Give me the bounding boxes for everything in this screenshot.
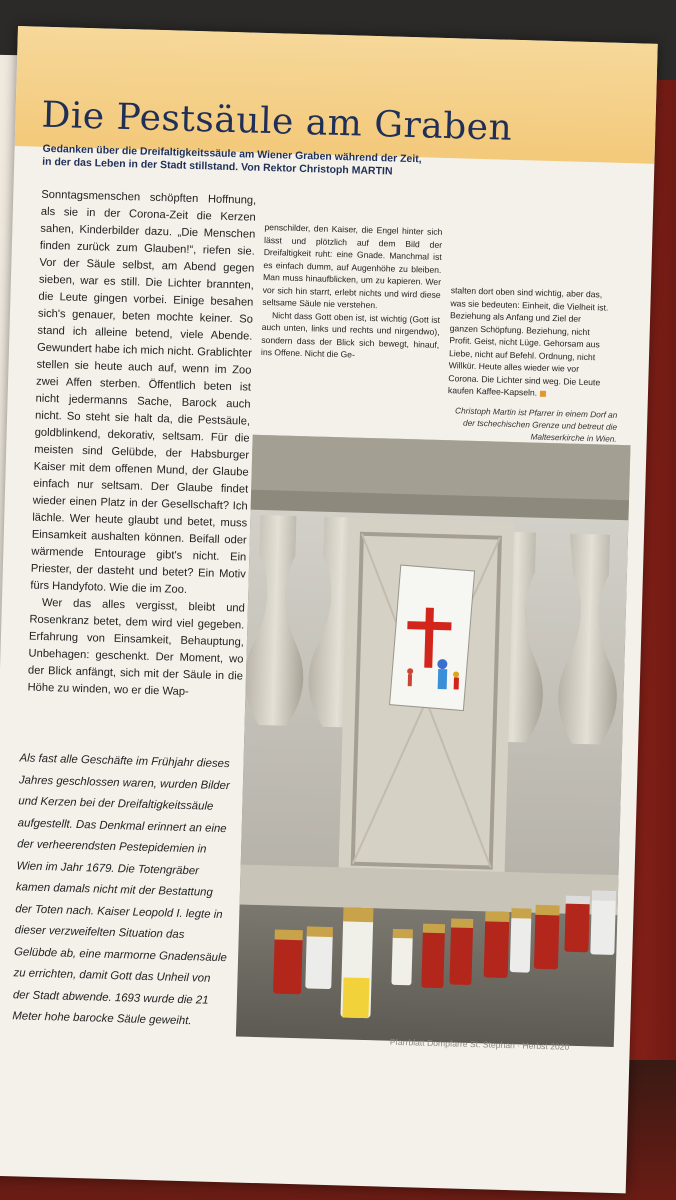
paragraph: penschilder, den Kaiser, die Engel hinter sich lässt und plötzlich auf dem Bild der Dreifaltigkeit ruht: eine Gnade. Manchmal ist es einfach dumm, auf Augenhöhe zu bleiben. Man muss hinaufblicken, um zu kapieren. Wer vor sich hin starrt, erlebt nichts und wird diese seltsame Säule nie verstehen. <box>262 221 443 311</box>
end-mark <box>540 390 546 396</box>
paragraph: Wer das alles vergisst, bleibt und Rosenkranz betet, dem wird viel gegeben. Erfahrung von Einsamkeit, Behauptung, Unbehagen: geschenkt. Der Moment, wo der Blick anfängt, sich mit der Säule in die Höhe zu winden, wo er die Wap- <box>27 596 245 699</box>
author-note: Christoph Martin ist Pfarrer in einem Dorf an der tschechischen Grenze und betreut die Malteserkirche in Wien. <box>454 405 618 444</box>
paragraph <box>448 284 609 401</box>
text-column-1 <box>27 187 256 703</box>
paragraph-text: stalten dort oben sind wichtig, aber das, was sie bedeuten: Einheit, die Vielheit ist. Beziehung als Anfang und Ziel der ganzen Schöpfung. Beziehung, nicht Profit. Geist, nicht Lüge. Gehorsam aus Liebe, nicht auf Befehl. Ordnung, nicht Willkür. Heute alles wieder wie vor Corona. Die Lichter sind weg. Die Leute kaufen Kaffee-Kapseln. <box>447 285 609 398</box>
text-column-3 <box>448 284 609 401</box>
photo-caption: Als fast alle Geschäfte im Frühjahr dieses Jahres geschlossen waren, wurden Bilder und Kerzen bei der Dreifaltigkeitssäule aufgestellt. Das Denkmal erinnert an eine der verheerendsten Pestepidemien in Wien im Jahr 1679. Die Totengräber kamen damals nicht mit der Bestattung der Toten nach. Kaiser Leopold I. legte in dieser verzweifelten Situation das Gelübde ab, eine marmorne Gnadensäule zu errichten, damit Gott das Unheil von der Stadt abwende. 1693 wurde die 21 Meter hohe barocke Säule geweiht. <box>12 752 230 1028</box>
photo-illustration <box>236 435 631 1047</box>
paragraph: Nicht dass Gott oben ist, ist wichtig (Gott ist auch unten, links und rechts und nirgendwo), sondern dass der Blick sich bewegt, hinauf, ins Offene. Nicht die Ge- <box>260 309 441 360</box>
text-column-2 <box>261 221 443 363</box>
paragraph: Sonntagsmenschen schöpften Hoffnung, als sie in der Corona-Zeit die Kerzen sahen, Kinderbilder dazu. „Die Menschen finden zurück zum Glauben!“, riefen sie. Vor der Säule selbst, am Abend gegen sieben, war es still. Die Lichter brannten, die Leute gingen vorbei. Einige besahen sich's genauer, beten mochte keiner. So stand ich alleine betend, viele Abende. Gewundert habe ich mich nicht. Grablichter stellen sie heute auch auf, wenn im Zoo zwei Affen sterben. Öffentlich beten ist nicht jedermanns Sache, Barock auch nicht. So steht sie halt da, die Pestsäule, goldblinkend, dekorativ, seltsam. Für die meisten sind Gelübde, der Habsburger Kaiser mit dem offenen Mund, der Glaube einfach nur seltsam. Der Glaube findet wieder einen Platz in der Gesellschaft? Ich lächle. Wer heute glaubt und betet, muss Einsamkeit aushalten können. Beifall oder wärmende Entourage gibt's nicht. Ein Priester, der dasteht und betet? Ein Motiv fürs Handyfoto. Wie die im Zoo. <box>30 188 257 596</box>
photo-column-base <box>236 435 631 1047</box>
child-drawing <box>389 565 474 711</box>
magazine-page <box>0 26 658 1193</box>
article-title: Die Pestsäule am Graben <box>40 94 513 149</box>
page-footer: Pfarrblatt Dompfarre St. Stephan · Herbst 2020 <box>389 1036 570 1052</box>
article-subtitle: Gedanken über die Dreifaltigkeitssäule am Wiener Graben während der Zeit, in der das Leben in der Stadt stillstand. Von Rektor Christoph MARTIN <box>42 142 422 178</box>
